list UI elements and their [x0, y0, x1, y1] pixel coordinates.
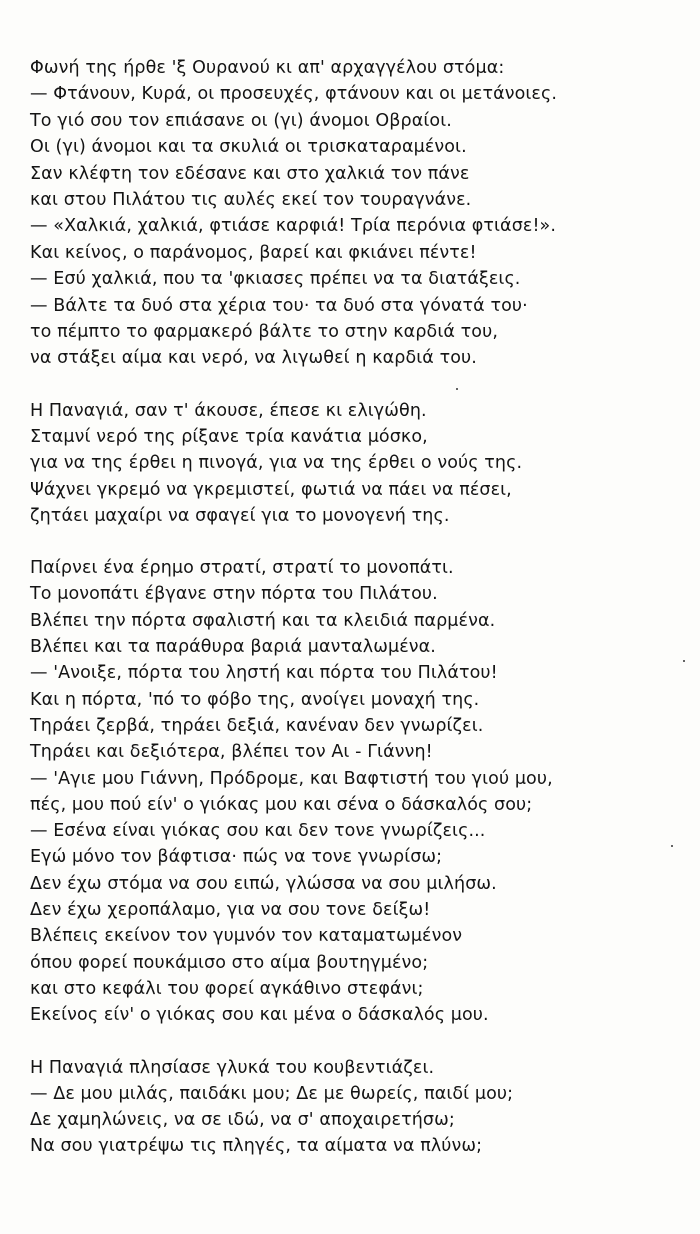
verse-line: Και κείνος, ο παράνομος, βαρεί και φκιάνει πέντε! [30, 242, 477, 263]
verse-line: — 'Αγιε μου Γιάννη, Πρόδρομε, και Βαφτιστή του γιού μου, [30, 768, 553, 789]
verse-line: — Εσένα είναι γιόκας σου και δεν τονε γνωρίζεις... [30, 821, 486, 842]
verse-line: ζητάει μαχαίρι να σφαγεί για το μονογενή της. [30, 505, 450, 526]
verse-line: — Εσύ χαλκιά, που τα 'φκιασες πρέπει να τα διατάξεις. [30, 269, 521, 290]
verse-line: Βλέπει την πόρτα σφαλιστή και τα κλειδιά παρμένα. [30, 610, 496, 631]
verse-line: πές, μου πού είν' ο γιόκας μου και σένα ο δάσκαλός σου; [30, 794, 533, 815]
verse-line: όπου φορεί πουκάμισο στο αίμα βουτηγμένο; [30, 952, 429, 973]
verse-line: Σαν κλέφτη τον εδέσανε και στο χαλκιά τον πάνε [30, 163, 470, 184]
verse-line: και στου Πιλάτου τις αυλές εκεί τον τουραγνάνε. [30, 189, 472, 210]
scan-speck [456, 388, 458, 390]
verse-line: — «Χαλκιά, χαλκιά, φτιάσε καρφιά! Τρία περόνια φτιάσε!». [30, 216, 557, 237]
stanza-3 [30, 555, 680, 1028]
verse-line: Ψάχνει γκρεμό να γκρεμιστεί, φωτιά να πάει να πέσει, [30, 479, 512, 500]
stanza-4 [30, 1055, 680, 1160]
verse-line: Τηράει και δεξιότερα, βλέπει τον Αι - Γιάννη! [30, 742, 433, 763]
scan-speck [683, 660, 685, 662]
verse-line: Και η πόρτα, 'πό το φόβο της, ανοίγει μοναχή της. [30, 689, 480, 710]
verse-line: Βλέπεις εκείνον τον γυμνόν τον καταματωμένον [30, 926, 463, 947]
verse-line: να στάξει αίμα και νερό, να λιγωθεί η καρδιά του. [30, 348, 477, 369]
verse-line: — 'Ανοιξε, πόρτα του ληστή και πόρτα του Πιλάτου! [30, 663, 498, 684]
poem-text [30, 55, 680, 1186]
verse-line: Δεν έχω στόμα να σου ειπώ, γλώσσα να σου μιλήσω. [30, 873, 497, 894]
verse-line: Το μονοπάτι έβγανε στην πόρτα του Πιλάτου. [30, 584, 438, 605]
verse-line: Οι (γι) άνομοι και τα σκυλιά οι τρισκαταραμένοι. [30, 137, 467, 158]
verse-line: Η Παναγιά πλησίασε γλυκά του κουβεντιάζει. [30, 1057, 435, 1078]
verse-line: Δεν έχω χεροπάλαμο, για να σου τονε δείξω! [30, 900, 431, 921]
verse-line: το πέμπτο το φαρμακερό βάλτε το στην καρδιά του, [30, 321, 498, 342]
verse-line: Σταμνί νερό της ρίξανε τρία κανάτια μόσκο, [30, 426, 428, 447]
scan-speck [671, 845, 673, 847]
verse-line: — Δε μου μιλάς, παιδάκι μου; Δε με θωρείς, παιδί μου; [30, 1083, 514, 1104]
verse-line: Η Παναγιά, σαν τ' άκουσε, έπεσε κι ελιγώθη. [30, 400, 427, 421]
verse-line: Τηράει ζερβά, τηράει δεξιά, κανέναν δεν γνωρίζει. [30, 715, 484, 736]
verse-line: Το γιό σου τον επιάσανε οι (γι) άνομοι Οβραίοι. [30, 110, 452, 131]
verse-line: Βλέπει και τα παράθυρα βαριά μανταλωμένα. [30, 637, 436, 658]
verse-line: και στο κεφάλι του φορεί αγκάθινο στεφάνι; [30, 978, 424, 999]
verse-line: για να της έρθει η πινογά, για να της έρθει ο νούς της. [30, 453, 523, 474]
verse-line: Εκείνος είν' ο γιόκας σου και μένα ο δάσκαλός μου. [30, 1005, 489, 1026]
verse-line: Εγώ μόνο τον βάφτισα· πώς να τονε γνωρίσω; [30, 847, 443, 868]
verse-line: Να σου γιατρέψω τις πληγές, τα αίματα να πλύνω; [30, 1136, 483, 1157]
stanza-2 [30, 398, 680, 529]
verse-line: Δε χαμηλώνεις, να σε ιδώ, να σ' αποχαιρετήσω; [30, 1110, 455, 1131]
verse-line: — Φτάνουν, Κυρά, οι προσευχές, φτάνουν και οι μετάνοιες. [30, 84, 558, 105]
verse-line: Φωνή της ήρθε 'ξ Ουρανού κι απ' αρχαγγέλου στόμα: [30, 58, 505, 78]
stanza-1 [30, 55, 680, 372]
verse-line: Παίρνει ένα έρημο στρατί, στρατί το μονοπάτι. [30, 558, 454, 579]
verse-line: — Βάλτε τα δυό στα χέρια του· τα δυό στα γόνατά του· [30, 295, 528, 316]
